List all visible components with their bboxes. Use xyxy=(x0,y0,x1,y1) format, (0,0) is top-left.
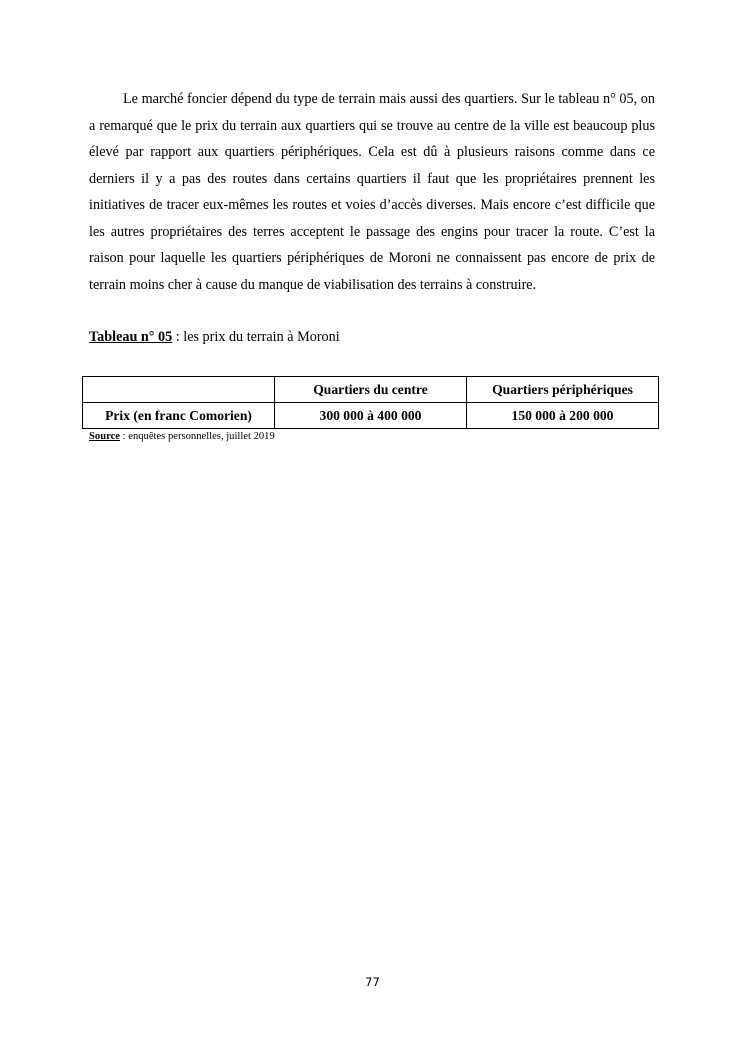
table-header-cell-peripheral: Quartiers périphériques xyxy=(467,377,659,403)
table-source xyxy=(89,430,275,444)
page-number: 77 xyxy=(365,975,380,989)
table-header-row xyxy=(83,377,659,403)
table-caption xyxy=(89,327,655,347)
table-cell-centre-price: 300 000 à 400 000 xyxy=(275,403,467,429)
price-table xyxy=(82,376,659,429)
table-caption-label: Tableau n° 05 xyxy=(89,329,173,345)
table-header-cell-centre: Quartiers du centre xyxy=(275,377,467,403)
table-row xyxy=(83,403,659,429)
table-header-cell-empty xyxy=(83,377,275,403)
table-source-label: Source xyxy=(89,431,120,442)
table-cell-peripheral-price: 150 000 à 200 000 xyxy=(467,403,659,429)
table-row-label: Prix (en franc Comorien) xyxy=(83,403,275,429)
table-source-text: : enquêtes personnelles, juillet 2019 xyxy=(120,431,275,442)
body-paragraph: Le marché foncier dépend du type de terrain mais aussi des quartiers. Sur le tableau n° 05, on a remarqué que le prix du terrain aux quartiers qui se trouve au centre de la ville est beaucoup plus élevé par rapport aux quartiers périphériques. Cela est dû à plusieurs raisons comme dans ce derniers il y a pas des routes dans certains quartiers il faut que les propriétaires prennent les initiatives de tracer eux-mêmes les routes et voies d’accès diverses. Mais encore c’est difficile que les autres propriétaires des terres acceptent le passage des engins pour tracer la route. C’est la raison pour laquelle les quartiers périphériques de Moroni ne connaissent pas encore de prix de terrain moins cher à cause du manque de viabilisation des terrains à construire. xyxy=(89,91,655,293)
table-caption-text: : les prix du terrain à Moroni xyxy=(172,329,340,345)
